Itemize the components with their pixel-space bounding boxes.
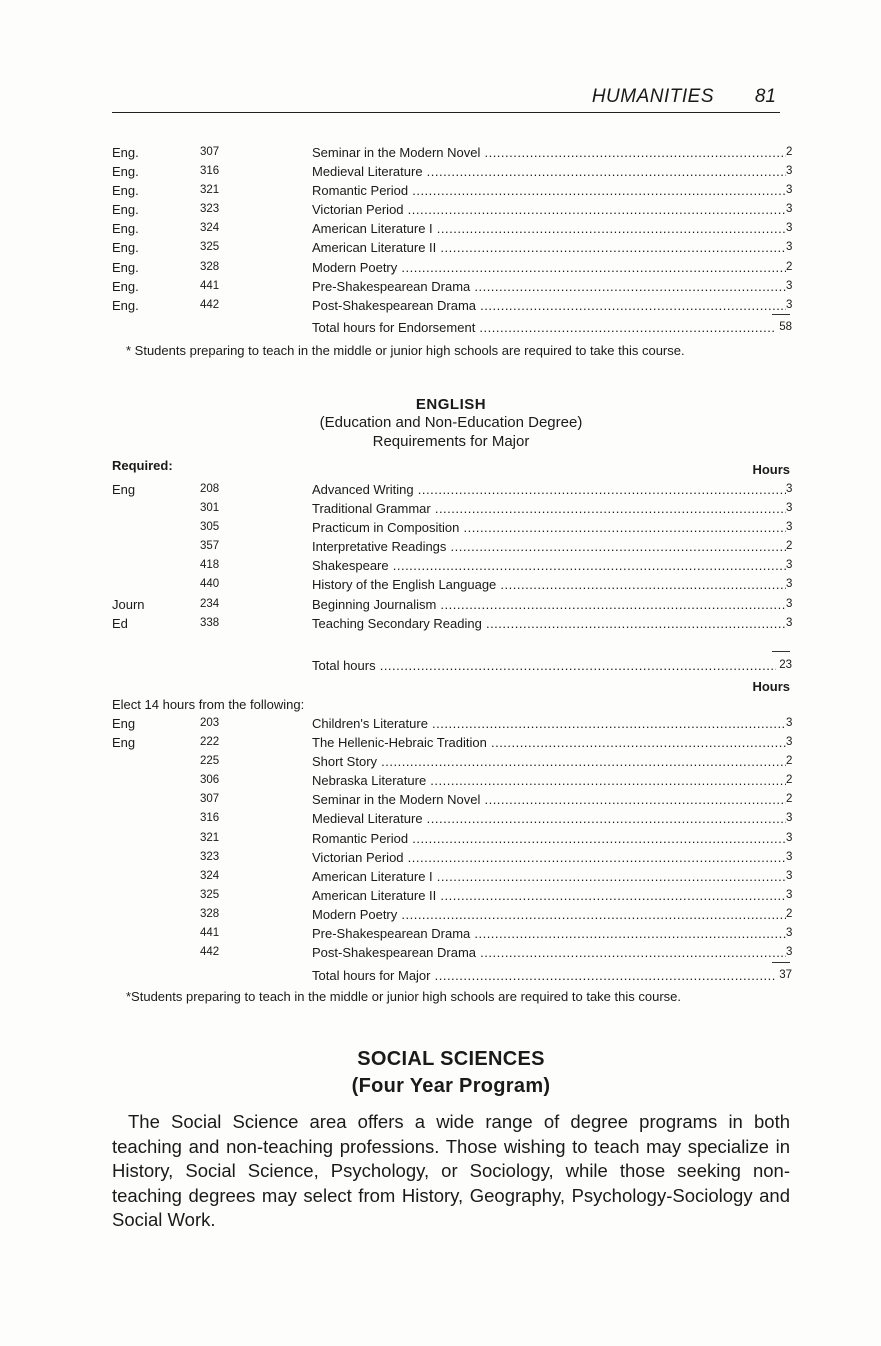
- required-course-row: [112, 575, 792, 594]
- course-hours: 2: [786, 907, 793, 920]
- course-hours: 3: [786, 578, 793, 591]
- course-hours: 3: [786, 521, 793, 534]
- course-title: Teaching Secondary Reading .....: [312, 616, 786, 631]
- elective-course-list: [112, 714, 792, 962]
- course-title: Practicum in Composition .....: [312, 520, 786, 535]
- course-title: Pre-Shakespearean Drama .....: [312, 926, 786, 941]
- course-hours: 3: [786, 502, 793, 515]
- course-title: Victorian Period .....: [312, 202, 786, 217]
- english-title: ENGLISH: [415, 396, 487, 413]
- course-hours: 3: [786, 483, 793, 495]
- course-number: 440: [200, 578, 220, 591]
- course-hours: 3: [786, 869, 793, 882]
- course-number: 328: [200, 907, 220, 920]
- course-dept: Eng.: [112, 297, 139, 313]
- course-number: 225: [200, 755, 220, 768]
- course-title: Romantic Period .....: [312, 831, 786, 846]
- endorsement-course-row: [112, 219, 792, 238]
- course-hours: 2: [786, 260, 793, 273]
- course-dept: Eng.: [112, 221, 139, 237]
- english-subtitle: (Education and Non-Education Degree): [319, 414, 583, 431]
- endorsement-course-row: [112, 162, 792, 181]
- course-hours: 3: [786, 736, 793, 749]
- required-label: Required:: [112, 458, 173, 473]
- course-hours: 3: [786, 927, 793, 940]
- required-course-row: [112, 499, 792, 518]
- course-title: American Literature I .....: [312, 869, 786, 884]
- course-hours: 3: [786, 812, 793, 825]
- course-title: Romantic Period .....: [312, 183, 786, 198]
- course-number: 305: [200, 521, 220, 534]
- course-hours: 3: [786, 203, 793, 216]
- required-total-row: [112, 656, 792, 675]
- course-title: Post-Shakespearean Drama .....: [312, 298, 786, 313]
- course-number: 307: [200, 146, 220, 158]
- social-sciences-subtitle: (Four Year Program): [351, 1075, 551, 1097]
- major-total-row: [112, 966, 792, 985]
- course-number: 316: [200, 812, 220, 825]
- major-total-hours: 37: [779, 969, 792, 981]
- course-title: Children's Literature .....: [312, 716, 786, 731]
- course-title: Short Story .....: [312, 754, 786, 769]
- endorsement-course-row: [112, 296, 792, 315]
- elective-course-row: [112, 714, 792, 733]
- course-hours: 2: [786, 540, 793, 553]
- course-hours: 3: [786, 279, 793, 292]
- section-title: HUMANITIES: [591, 86, 714, 107]
- course-number: 323: [200, 203, 220, 216]
- required-course-row: [112, 614, 792, 633]
- elect-label: Elect 14 hours from the following:: [112, 697, 305, 712]
- course-number: 324: [200, 222, 220, 235]
- course-title: Traditional Grammar .....: [312, 501, 786, 516]
- course-hours: 3: [786, 559, 793, 572]
- course-title: Post-Shakespearean Drama .....: [312, 945, 786, 960]
- course-hours: 3: [786, 184, 793, 197]
- elective-course-row: [112, 867, 792, 886]
- course-hours: 3: [786, 222, 793, 235]
- course-number: 321: [200, 184, 220, 197]
- course-hours: 3: [786, 888, 793, 901]
- course-hours: 3: [786, 831, 793, 844]
- course-hours: 2: [786, 146, 793, 158]
- course-number: 418: [200, 559, 220, 572]
- course-dept: Eng.: [112, 164, 139, 180]
- required-course-row: [112, 537, 792, 556]
- course-number: 325: [200, 888, 220, 901]
- course-number: 316: [200, 165, 220, 178]
- course-hours: 2: [786, 755, 793, 768]
- endorsement-total-label: Total hours for Endorsement .....: [312, 320, 776, 335]
- course-hours: 3: [786, 597, 793, 610]
- course-title: Modern Poetry .....: [312, 260, 786, 275]
- hours-header-2: Hours: [752, 679, 790, 694]
- social-sciences-heading-block: [112, 1046, 790, 1100]
- elective-course-row: [112, 848, 792, 867]
- course-number: 357: [200, 540, 220, 553]
- english-heading-block: [112, 396, 790, 451]
- endorsement-total-row: [112, 318, 792, 337]
- course-number: 321: [200, 831, 220, 844]
- course-number: 301: [200, 502, 220, 515]
- course-number: 441: [200, 927, 220, 940]
- endorsement-course-row: [112, 238, 792, 257]
- elective-course-row: [112, 790, 792, 809]
- course-title: Pre-Shakespearean Drama .....: [312, 279, 786, 294]
- endorsement-course-row: [112, 143, 792, 162]
- course-number: 323: [200, 850, 220, 863]
- course-title: Modern Poetry .....: [312, 907, 786, 922]
- course-title: History of the English Language .....: [312, 577, 786, 592]
- total-rule: [772, 314, 790, 315]
- course-number: 441: [200, 279, 220, 292]
- required-total-hours: 23: [779, 659, 792, 671]
- elective-course-row: [112, 924, 792, 943]
- required-course-row: [112, 595, 792, 614]
- course-dept: Eng.: [112, 145, 139, 160]
- course-title: Seminar in the Modern Novel .....: [312, 792, 786, 807]
- elective-course-row: [112, 886, 792, 905]
- course-number: 203: [200, 717, 220, 729]
- major-total-label: Total hours for Major .....: [312, 968, 776, 983]
- course-dept: Journ: [112, 596, 145, 612]
- total-rule-2: [772, 651, 790, 652]
- social-sciences-paragraph: The Social Science area offers a wide range of degree programs in both teaching and non-teaching professions. Those wishing to teach may specialize in History, Social Science, Psychology, or Sociology, while those seeking non-teaching degrees may select from History, Geography, Psychology-Sociology and Social Work.: [112, 1111, 790, 1231]
- course-hours: 3: [786, 850, 793, 863]
- course-title: Interpretative Readings .....: [312, 539, 786, 554]
- course-number: 442: [200, 946, 220, 959]
- course-number: 222: [200, 736, 220, 749]
- course-dept: Eng.: [112, 240, 139, 256]
- required-course-row: [112, 556, 792, 575]
- endorsement-course-row: [112, 277, 792, 296]
- course-number: 338: [200, 616, 220, 629]
- course-number: 328: [200, 260, 220, 273]
- hours-header: Hours: [752, 462, 790, 477]
- page-number: 81: [754, 86, 776, 107]
- elective-course-row: [112, 752, 792, 771]
- course-number: 324: [200, 869, 220, 882]
- required-course-row: [112, 518, 792, 537]
- endorsement-course-row: [112, 181, 792, 200]
- course-hours: 3: [786, 616, 793, 629]
- course-hours: 3: [786, 717, 793, 729]
- elective-course-row: [112, 905, 792, 924]
- course-title: Beginning Journalism .....: [312, 597, 786, 612]
- course-title: American Literature II .....: [312, 888, 786, 903]
- course-hours: 3: [786, 241, 793, 254]
- course-title: The Hellenic-Hebraic Tradition .....: [312, 735, 786, 750]
- elective-course-row: [112, 943, 792, 962]
- elective-course-row: [112, 771, 792, 790]
- social-sciences-title: SOCIAL SCIENCES: [357, 1048, 545, 1070]
- course-number: 325: [200, 241, 220, 254]
- endorsement-course-list: [112, 143, 792, 315]
- course-title: American Literature I .....: [312, 221, 786, 236]
- endorsement-course-row: [112, 258, 792, 277]
- course-dept: Eng: [112, 735, 136, 751]
- required-total-label: Total hours .....: [312, 658, 776, 673]
- course-hours: 3: [786, 165, 793, 178]
- running-head: [112, 84, 780, 113]
- course-dept: Eng.: [112, 259, 139, 275]
- course-title: Seminar in the Modern Novel .....: [312, 145, 786, 160]
- course-number: 234: [200, 597, 220, 610]
- endorsement-course-row: [112, 200, 792, 219]
- course-dept: Eng.: [112, 278, 139, 294]
- endorsement-total-hours: 58: [779, 321, 792, 333]
- course-number: 306: [200, 774, 220, 787]
- course-hours: 2: [786, 774, 793, 787]
- required-course-list: [112, 480, 792, 633]
- course-title: American Literature II .....: [312, 240, 786, 255]
- course-hours: 2: [786, 793, 793, 806]
- course-title: Medieval Literature .....: [312, 164, 786, 179]
- course-title: Medieval Literature .....: [312, 811, 786, 826]
- required-course-row: [112, 480, 792, 499]
- elective-course-row: [112, 809, 792, 828]
- footnote-major: *Students preparing to teach in the middle or junior high schools are required to take this course.: [126, 989, 681, 1004]
- elective-course-row: [112, 733, 792, 752]
- course-hours: 3: [786, 946, 793, 959]
- course-dept: Eng: [112, 482, 136, 497]
- course-dept: Eng.: [112, 202, 139, 218]
- course-title: Shakespeare .....: [312, 558, 786, 573]
- course-title: Advanced Writing .....: [312, 482, 786, 497]
- course-hours: 3: [786, 298, 793, 311]
- english-subtitle-2: Requirements for Major: [372, 433, 530, 450]
- course-number: 208: [200, 483, 220, 495]
- course-title: Nebraska Literature .....: [312, 773, 786, 788]
- course-dept: Ed: [112, 615, 128, 631]
- course-number: 307: [200, 793, 220, 806]
- course-number: 442: [200, 298, 220, 311]
- total-rule-3: [772, 962, 790, 963]
- footnote-endorsement: * Students preparing to teach in the middle or junior high schools are required to take this course.: [126, 343, 685, 358]
- course-dept: Eng.: [112, 183, 139, 199]
- course-title: Victorian Period .....: [312, 850, 786, 865]
- course-dept: Eng: [112, 716, 136, 731]
- elective-course-row: [112, 829, 792, 848]
